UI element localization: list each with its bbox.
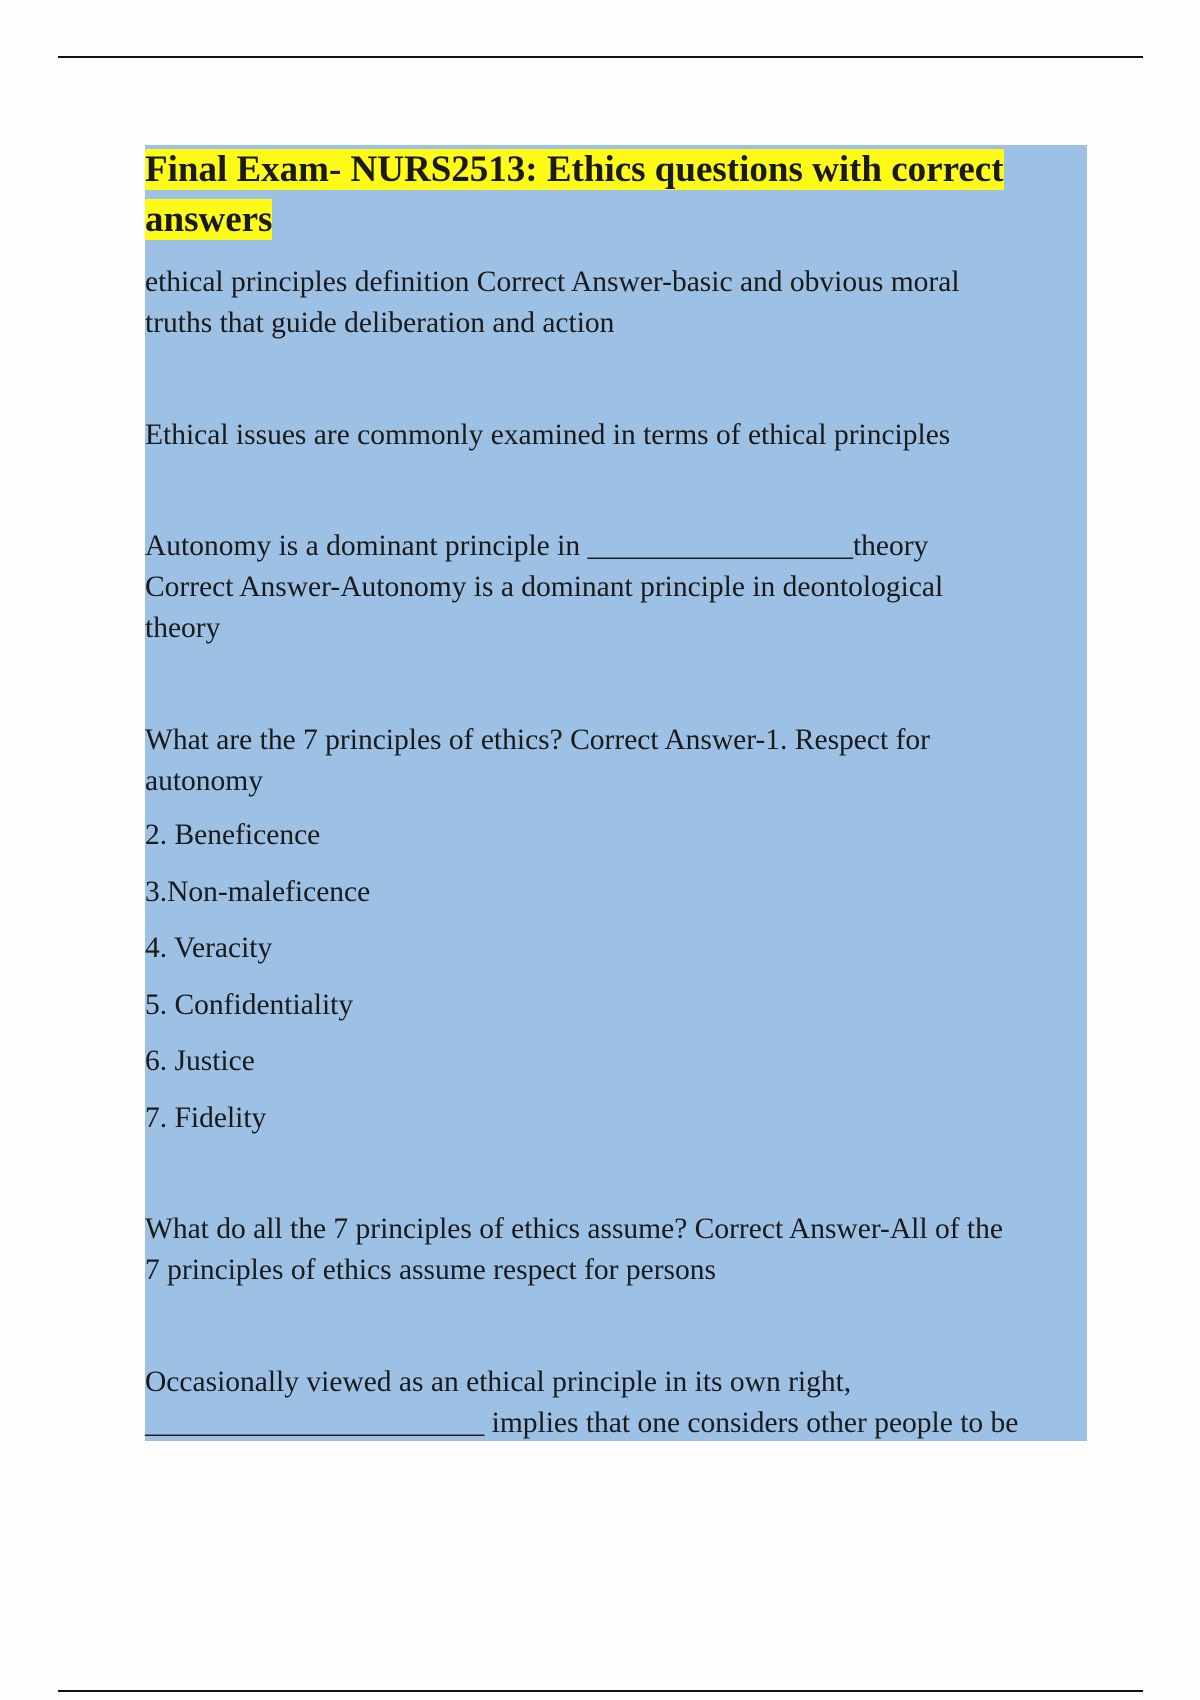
seven-principles-line-2: autonomy	[145, 765, 263, 797]
autonomy-question-line-2: Correct Answer-Autonomy is a dominant principle in deontological	[145, 571, 944, 603]
occasionally-line-1: Occasionally viewed as an ethical principle in its own right,	[145, 1366, 852, 1398]
definition-line-2: truths that guide deliberation and action	[145, 307, 615, 339]
occasionally-line-2: _______________________ implies that one considers other people to be	[145, 1407, 1019, 1439]
principles-assume-line-1: What do all the 7 principles of ethics assume? Correct Answer-All of the	[145, 1213, 1003, 1245]
title-highlight: Final Exam- NURS2513: Ethics questions with correct answers	[145, 149, 1004, 240]
ethical-issues-line: Ethical issues are commonly examined in terms of ethical principles	[145, 419, 951, 451]
bottom-rule	[58, 1690, 1143, 1692]
seven-principles-line-1: What are the 7 principles of ethics? Correct Answer-1. Respect for	[145, 724, 930, 756]
principle-item-2: 2. Beneficence	[145, 819, 321, 851]
principle-item-3: 3.Non-maleficence	[145, 876, 371, 908]
principle-item-5: 5. Confidentiality	[145, 989, 354, 1021]
autonomy-question-line-3: theory	[145, 612, 221, 644]
document-title	[145, 145, 1087, 245]
principles-assume-line-2: 7 principles of ethics assume respect for persons	[145, 1254, 716, 1286]
definition-line-1: ethical principles definition Correct Answer-basic and obvious moral	[145, 266, 960, 298]
principle-item-4: 4. Veracity	[145, 932, 273, 964]
principle-item-6: 6. Justice	[145, 1045, 255, 1077]
autonomy-question-line-1: Autonomy is a dominant principle in __________________theory	[145, 530, 929, 562]
top-rule	[58, 56, 1143, 58]
principle-item-7: 7. Fidelity	[145, 1102, 267, 1134]
